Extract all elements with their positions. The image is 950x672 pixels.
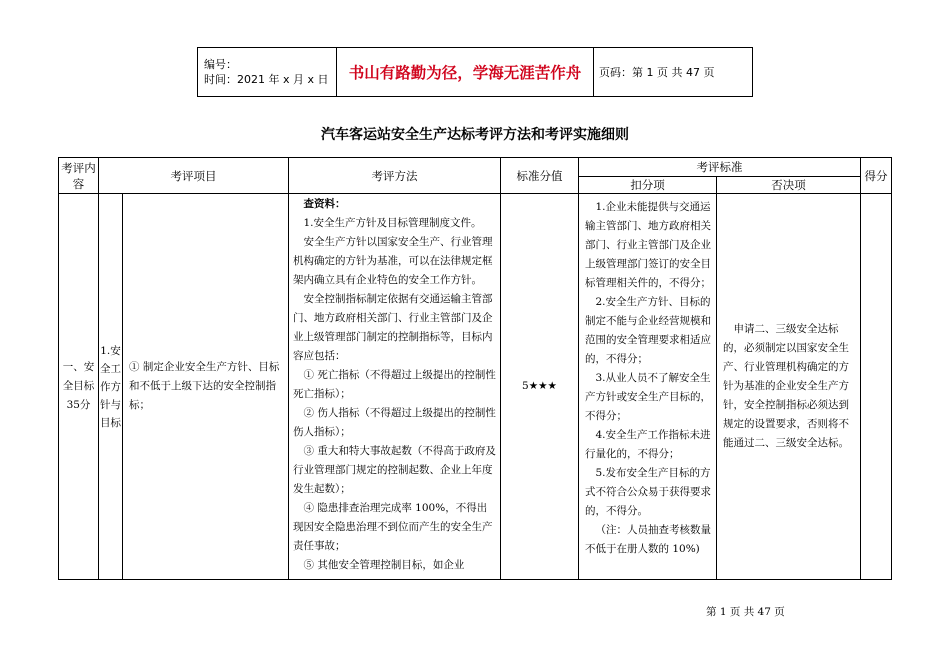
method-line: ① 死亡指标（不得超过上级提出的控制性死亡指标）； <box>293 369 496 400</box>
veto-cell: 申请二、三级安全达标的，必须制定以国家安全生产、行业管理机构确定的方针为基准的企业安全生产方针，安全控制指标必须达到规定的设置要求，否则将不能通过二、三级安全达标。 <box>717 194 861 580</box>
header-project: 考评项目 <box>99 158 289 194</box>
score-cell: 5★★★ <box>501 194 579 580</box>
method-title: 查资料： <box>303 198 346 210</box>
header-content: 考评内容 <box>59 158 99 194</box>
deduct-cell <box>579 194 717 580</box>
motto: 书山有路勤为径，学海无涯苦作舟 <box>337 48 594 97</box>
page-info: 页码：第 1 页 共 47 页 <box>594 48 753 97</box>
time-label: 时间：2021 年 x 月 x 日 <box>204 73 329 86</box>
header-method: 考评方法 <box>289 158 501 194</box>
evaluation-table <box>58 157 892 580</box>
method-line: 安全控制指标制定依据有交通运输主管部门、地方政府相关部门、行业主管部门及企业上级管理部门制定的控制指标等，目标内容应包括： <box>293 293 493 362</box>
points-cell <box>861 194 892 580</box>
number-label: 编号： <box>204 58 237 71</box>
method-cell <box>289 194 501 580</box>
method-line: ② 伤人指标（不得超过上级提出的控制性伤人指标）； <box>293 407 496 438</box>
deduct-line: 3.从业人员不了解安全生产方针或安全生产目标的，不得分； <box>585 372 711 422</box>
deduct-line: （注：人员抽查考核数量不低于在册人数的 10%) <box>585 524 711 555</box>
deduct-line: 4.安全生产工作指标未进行量化的，不得分； <box>585 429 711 460</box>
header-veto: 否决项 <box>717 177 861 194</box>
method-line: ⑤ 其他安全管理控制目标，如企业 <box>303 559 465 571</box>
deduct-line: 1.企业未能提供与交通运输主管部门、地方政府相关部门、行业主管部门及企业上级管理部门签订的安全目标管理相关件的，不得分； <box>585 201 711 289</box>
method-line: ④ 隐患排查治理完成率 100%，不得出现因安全隐患治理不到位而产生的安全生产责任事故； <box>293 502 493 552</box>
document-title: 汽车客运站安全生产达标考评方法和考评实施细则 <box>321 127 629 143</box>
page-footer: 第 1 页 共 47 页 <box>706 606 785 618</box>
method-line: 1.安全生产方针及目标管理制度文件。 <box>303 217 482 229</box>
method-line: ③ 重大和特大事故起数（不得高于政府及行业管理部门规定的控制起数、企业上年度发生起数）； <box>293 445 496 495</box>
deduct-line: 2.安全生产方针、目标的制定不能与企业经营规模和范围的安全管理要求相适应的，不得分； <box>585 296 711 365</box>
header-meta <box>198 48 337 97</box>
table-row <box>59 194 892 580</box>
header-points: 得分 <box>861 158 892 194</box>
header-score: 标准分值 <box>501 158 579 194</box>
item-cell: 1.安全工作方针与目标 <box>99 194 123 580</box>
category-cell: 一、安全目标35分 <box>59 194 99 580</box>
header-deduct: 扣分项 <box>579 177 717 194</box>
document-header <box>197 47 753 97</box>
deduct-line: 5.发布安全生产目标的方式不符合公众易于获得要求的，不得分。 <box>585 467 711 517</box>
project-cell: ① 制定企业安全生产方针、目标和不低于上级下达的安全控制指标； <box>123 194 289 580</box>
method-line: 安全生产方针以国家安全生产、行业管理机构确定的方针为基准，可以在法律规定框架内确立具有企业特色的安全工作方针。 <box>293 236 493 286</box>
header-standard: 考评标准 <box>579 158 861 177</box>
